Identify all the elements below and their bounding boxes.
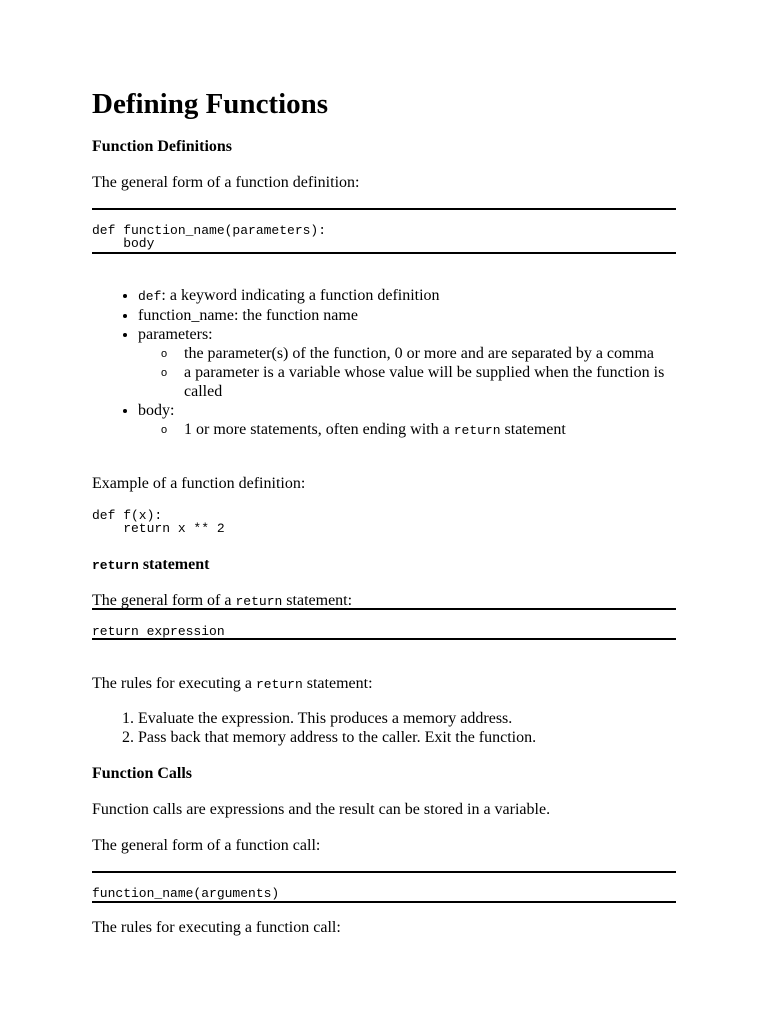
general-form-return-keyword: return [235, 594, 283, 609]
heading-function-definitions: Function Definitions [92, 138, 233, 155]
param-count-description: the parameter(s) of the function, 0 or more and are separated by a comma [184, 345, 655, 362]
return-rules-text [92, 674, 676, 694]
return-code-top-rule [92, 608, 676, 610]
general-form-return-suffix: statement: [282, 592, 353, 609]
return-code-bottom-rule [92, 638, 676, 640]
return-code-line: return expression [92, 624, 225, 639]
list-item-parameters [138, 325, 668, 401]
return-rules-suffix: statement: [302, 675, 373, 692]
param-variable-description: a parameter is a variable whose value will be supplied when the function is called [184, 364, 665, 400]
general-form-definition-text: The general form of a function definition: [92, 174, 360, 191]
return-heading-text: statement [138, 556, 210, 573]
function-name-description: function_name: the function name [138, 307, 358, 324]
body-sublist [138, 420, 668, 440]
return-rules-list [138, 709, 668, 747]
list-item-param-count [184, 344, 668, 363]
list-item-function-name [138, 306, 668, 325]
list-item-body-statements [184, 420, 668, 440]
general-form-return-prefix: The general form of a [92, 592, 236, 609]
call-rules-text: The rules for executing a function call: [92, 919, 341, 936]
list-item-param-variable [184, 363, 668, 401]
page-title: Defining Functions [92, 88, 329, 120]
return-rules-prefix: The rules for executing a [92, 675, 256, 692]
general-form-call-text: The general form of a function call: [92, 837, 321, 854]
list-item-body [138, 401, 668, 440]
call-code-bottom-rule [92, 901, 676, 903]
example-code-block [92, 509, 676, 535]
definition-code-block [92, 224, 676, 250]
call-code-block [92, 887, 676, 900]
code-top-rule [92, 208, 676, 210]
def-description: : a keyword indicating a function definition [161, 287, 440, 304]
body-statements-tail: statement [500, 421, 566, 438]
call-code-line: function_name(arguments) [92, 886, 280, 901]
example-code-line-1: def f(x): [92, 508, 163, 523]
body-statements-text: 1 or more statements, often ending with a [184, 421, 454, 438]
return-heading-keyword: return [92, 558, 139, 573]
example-code-line-2: return x ** 2 [92, 521, 225, 536]
heading-function-calls: Function Calls [92, 765, 193, 782]
list-item-def [138, 286, 668, 306]
return-code-block [92, 625, 676, 638]
definition-code-line-1: def function_name(parameters): [92, 223, 327, 238]
function-calls-intro: Function calls are expressions and the result can be stored in a variable. [92, 801, 551, 818]
body-label: body: [138, 402, 175, 419]
return-rules-keyword: return [255, 677, 303, 692]
definition-parts-list [138, 286, 668, 440]
example-definition-text: Example of a function definition: [92, 475, 306, 492]
heading-return-statement [92, 555, 676, 575]
parameters-label: parameters: [138, 326, 213, 343]
code-bottom-rule [92, 252, 676, 254]
def-keyword: def [138, 289, 162, 304]
call-code-top-rule [92, 871, 676, 873]
parameters-sublist [138, 344, 668, 401]
definition-code-line-2: body [92, 236, 155, 251]
return-keyword: return [453, 423, 501, 438]
return-rule-1: 1. Evaluate the expression. This produces a memory address. [138, 709, 668, 728]
return-rule-2: 2. Pass back that memory address to the caller. Exit the function. [138, 728, 668, 747]
